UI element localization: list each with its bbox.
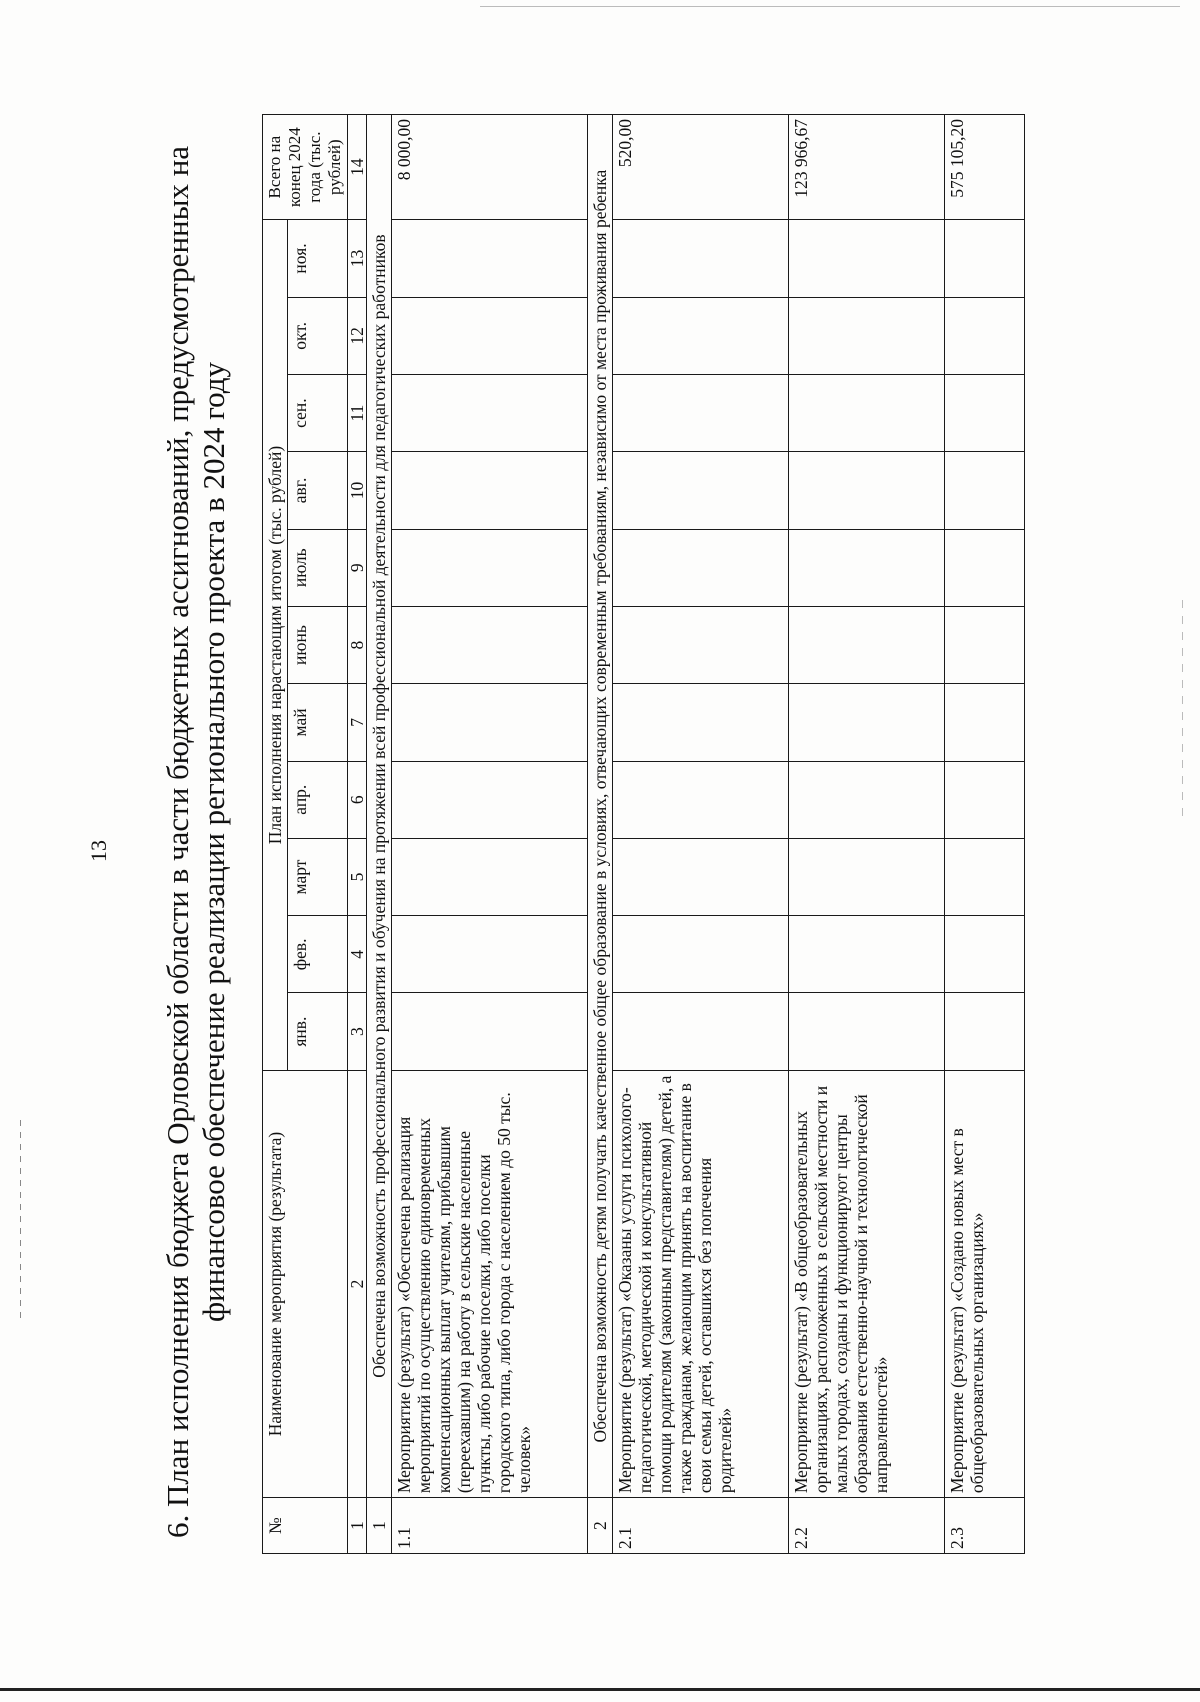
month-cell: [789, 606, 945, 683]
column-number: 4: [348, 916, 367, 993]
month-cell: [613, 220, 789, 297]
column-number: 1: [348, 1498, 367, 1554]
table-row: [789, 115, 945, 1554]
row-name: Мероприятие (результат) «Создано новых мест в общеобразовательных организациях»: [945, 1070, 1025, 1497]
month-cell: [392, 684, 588, 761]
month-cell: [945, 220, 1025, 297]
page-number: 13: [86, 840, 111, 862]
month-cell: [392, 761, 588, 838]
column-number: 7: [348, 684, 367, 761]
section-row: [367, 115, 392, 1554]
column-number: 10: [348, 452, 367, 529]
header-month: авг.: [288, 452, 348, 529]
row-total: 575 105,20: [945, 115, 1025, 220]
month-cell: [613, 993, 789, 1070]
row-name: Мероприятие (результат) «Обеспечена реализация мероприятий по осуществлению единовременных компенсационных выплат учителям, прибывшим (переехавшим) на работу в сельские населенные пункты, либо рабочие поселки, либо поселки городского типа, либо города с населением до 50 тыс. человек»: [392, 1070, 588, 1497]
column-number: 11: [348, 374, 367, 451]
month-cell: [789, 220, 945, 297]
header-month: сен.: [288, 374, 348, 451]
section-row: [588, 115, 613, 1554]
column-number: 12: [348, 297, 367, 374]
table-row: [392, 115, 588, 1554]
header-month: март: [288, 838, 348, 915]
month-cell: [392, 838, 588, 915]
month-cell: [945, 761, 1025, 838]
row-number: 1.1: [392, 1498, 588, 1554]
month-cell: [945, 838, 1025, 915]
month-cell: [392, 297, 588, 374]
header-month: фев.: [288, 916, 348, 993]
header-plan: План исполнения нарастающим итогом (тыс. рублей): [263, 220, 288, 1071]
header-month: апр.: [288, 761, 348, 838]
month-cell: [789, 993, 945, 1070]
table-row: [613, 115, 789, 1554]
section-number: 1: [367, 1498, 392, 1554]
column-number: 9: [348, 529, 367, 606]
section-title: Обеспечена возможность детям получать качественное общее образование в условиях, отвечающих современным требованиям, независимо от места проживания ребенка: [588, 115, 613, 1498]
header-name: Наименование мероприятия (результата): [263, 1070, 348, 1497]
header-month: янв.: [288, 993, 348, 1070]
row-name: Мероприятие (результат) «Оказаны услуги психолого-педагогической, методической и консультативной помощи родителям (законным представителям) детей, а также гражданам, желающим принять на воспитание в свои семьи детей, оставшихся без попечения родителей»: [613, 1070, 789, 1497]
month-cell: [613, 606, 789, 683]
month-cell: [945, 916, 1025, 993]
month-cell: [613, 684, 789, 761]
month-cell: [392, 452, 588, 529]
month-cell: [392, 374, 588, 451]
month-cell: [392, 606, 588, 683]
month-cell: [613, 297, 789, 374]
month-cell: [789, 761, 945, 838]
column-number: 5: [348, 838, 367, 915]
month-cell: [613, 838, 789, 915]
month-cell: [392, 916, 588, 993]
month-cell: [945, 993, 1025, 1070]
row-total: 520,00: [613, 115, 789, 220]
month-cell: [789, 684, 945, 761]
column-number-row: [348, 115, 367, 1554]
month-cell: [789, 374, 945, 451]
budget-plan-table: [262, 114, 1025, 1554]
column-number: 2: [348, 1070, 367, 1497]
month-cell: [945, 606, 1025, 683]
header-no: №: [263, 1498, 348, 1554]
column-number: 8: [348, 606, 367, 683]
header-month: окт.: [288, 297, 348, 374]
month-cell: [945, 297, 1025, 374]
month-cell: [789, 529, 945, 606]
month-cell: [613, 529, 789, 606]
table-row: [945, 115, 1025, 1554]
row-number: 2.3: [945, 1498, 1025, 1554]
month-cell: [789, 838, 945, 915]
column-number: 6: [348, 761, 367, 838]
header-total: Всего на конец 2024 года (тыс. рублей): [263, 115, 348, 220]
month-cell: [945, 684, 1025, 761]
header-month: июнь: [288, 606, 348, 683]
month-cell: [789, 297, 945, 374]
header-month: июль: [288, 529, 348, 606]
month-cell: [613, 761, 789, 838]
month-cell: [613, 916, 789, 993]
row-number: 2.1: [613, 1498, 789, 1554]
row-total: 123 966,67: [789, 115, 945, 220]
month-cell: [392, 220, 588, 297]
month-cell: [392, 529, 588, 606]
month-cell: [613, 452, 789, 529]
row-number: 2.2: [789, 1498, 945, 1554]
section-number: 2: [588, 1498, 613, 1554]
month-cell: [613, 374, 789, 451]
section-title: Обеспечена возможность профессионального развития и обучения на протяжении всей профессиональной деятельности для педагогических работников: [367, 115, 392, 1498]
header-month: май: [288, 684, 348, 761]
page-title: 6. План исполнения бюджета Орловской области в части бюджетных ассигнований, предусмотренных на финансовое обеспечение реализации регионального проекта в 2024 году: [160, 145, 231, 1539]
month-cell: [789, 916, 945, 993]
header-month: ноя.: [288, 220, 348, 297]
month-cell: [392, 993, 588, 1070]
header-row-top: [263, 115, 288, 1554]
month-cell: [945, 529, 1025, 606]
column-number: 14: [348, 115, 367, 220]
column-number: 13: [348, 220, 367, 297]
row-name: Мероприятие (результат) «В общеобразовательных организациях, расположенных в сельской местности и малых городах, созданы и функционируют центры образования естественно-научной и технологической направленностей»: [789, 1070, 945, 1497]
row-total: 8 000,00: [392, 115, 588, 220]
column-number: 3: [348, 993, 367, 1070]
month-cell: [789, 452, 945, 529]
month-cell: [945, 452, 1025, 529]
month-cell: [945, 374, 1025, 451]
